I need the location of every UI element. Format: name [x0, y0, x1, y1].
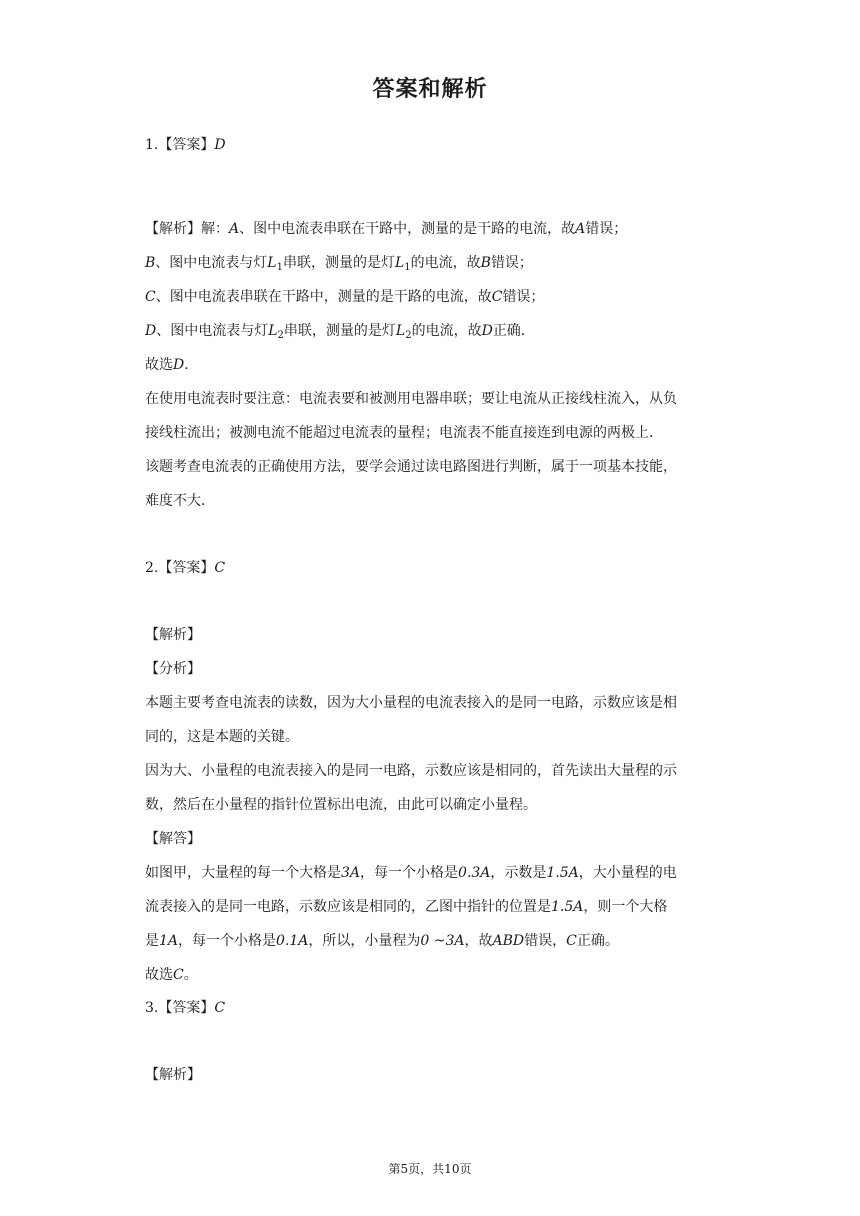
q2-fenxi-label: 【分析】 — [145, 661, 201, 677]
q1-analysis-line-2: B、图中电流表与灯$L_1$串联，测量的是灯$L_1$的电流，故B错误； — [145, 255, 533, 273]
q2-fenxi-line-1: 本题主要考查电流表的读数，因为大小量程的电流表接入的是同一电路，示数应该是相 — [145, 695, 677, 711]
q2-analysis-label: 【解析】 — [145, 627, 201, 643]
q1-analysis-line-4: D、图中电流表与灯$L_2$串联，测量的是灯$L_2$的电流，故D正确． — [145, 323, 535, 341]
q2-jieda-line-1: 如图甲，大量程的每一个大格是3A，每一个小格是0.3A，示数是1.5A，大小量程的电 — [145, 865, 677, 881]
q1-note-line-2: 接线柱流出；被测电流不能超过电流表的量程；电流表不能直接连到电源的两极上． — [145, 425, 663, 441]
q2-fenxi-line-3: 因为大、小量程的电流表接入的是同一电路，示数应该是相同的，首先读出大量程的示 — [145, 763, 677, 779]
page-title: 答案和解析 — [372, 77, 488, 102]
q1-note-line-4: 难度不大． — [145, 493, 215, 509]
q2-jieda-label: 【解答】 — [145, 831, 201, 847]
page-footer: 第5页，共10页 — [388, 1162, 472, 1176]
q3-answer-value: C — [214, 1000, 226, 1016]
q1-analysis-line-3: C、图中电流表串联在干路中，测量的是干路的电流，故C错误； — [145, 289, 545, 305]
q2-choose: 故选C。 — [145, 967, 198, 983]
q2-fenxi-line-4: 数，然后在小量程的指针位置标出电流，由此可以确定小量程。 — [145, 797, 537, 813]
q1-answer: 1.【答案】D — [145, 137, 226, 153]
q1-answer-value: D — [214, 137, 226, 153]
q1-analysis-line-1: 【解析】解：A、图中电流表串联在干路中，测量的是干路的电流，故A错误； — [145, 221, 628, 237]
q2-jieda-line-3: 是1A，每一个小格是0.1A，所以，小量程为0 ~3A，故ABD错误，C正确。 — [145, 933, 619, 949]
q3-analysis-label: 【解析】 — [145, 1067, 201, 1083]
q3-answer: 3.【答案】C — [145, 1000, 226, 1016]
q2-answer: 2.【答案】C — [145, 560, 226, 576]
q1-note-line-3: 该题考查电流表的正确使用方法，要学会通过读电路图进行判断，属于一项基本技能， — [145, 459, 677, 475]
q1-choose: 故选D． — [145, 357, 199, 373]
q1-note-line-1: 在使用电流表时要注意：电流表要和被测用电器串联；要让电流从正接线柱流入，从负 — [145, 391, 677, 407]
q2-jieda-line-2: 流表接入的是同一电路，示数应该是相同的，乙图中指针的位置是1.5A，则一个大格 — [145, 899, 668, 915]
q2-answer-value: C — [214, 560, 226, 576]
q2-fenxi-line-2: 同的，这是本题的关键。 — [145, 729, 299, 745]
